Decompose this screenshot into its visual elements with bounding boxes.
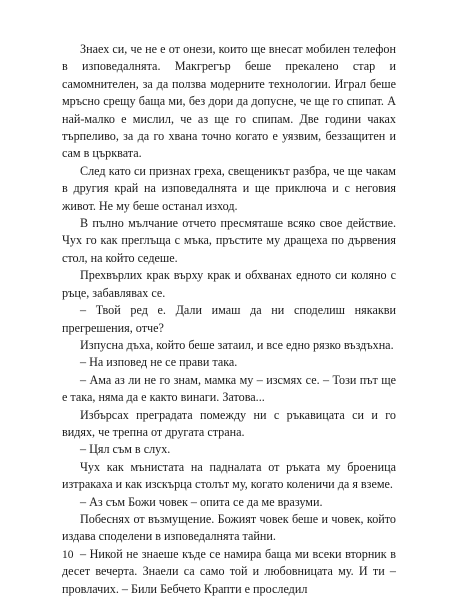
dialogue-line: – Твой ред е. Дали имаш да ни споделиш някакви прегрешения, отче?	[62, 303, 396, 335]
paragraph: След като си признах греха, свещеникът разбра, че ще чакам в другия край на изповедалнята и ще приключа и с неговия живот. Не му беше останал изход.	[62, 163, 396, 213]
paragraph: Изпусна дъха, който беше затаил, и все едно рязко въздъхна.	[80, 337, 394, 352]
paragraph: Знаех си, че не е от онези, които ще внесат мобилен телефон в изповедалнята. Макгрегър беше прекалено стар и самомнителен, за да ползва модерните технологии. Играл беше мръсно срещу баща ми, без дори да допусне, че ще го спипат. А най-малко е мислил, че аз ще го спипам. Две години чаках търпеливо, за да го хвана точно когато е уязвим, беззащитен и сам в църквата.	[62, 42, 396, 161]
page-number: 10	[62, 549, 74, 561]
dialogue-line: – Никой не знаеше къде се намира баща ми всеки вторник в десет вечерта. Знаели са само той и любовницата му. И ти – провлачих. – Били Бебчето Крапти е проследил	[62, 546, 396, 596]
paragraph: Прехвърлих крак върху крак и обхванах едното си коляно с ръце, забавлявах се.	[62, 268, 396, 300]
paragraph: В пълно мълчание отчето пресмяташе всяко свое действие. Чух го как преглъща с мъка, пръстите му дращеха по дървения стол, на който седеше.	[62, 216, 396, 265]
paragraph: Избърсах преградата помежду ни с ръкавицата си и го видях, че трепна от другата страна.	[62, 407, 396, 439]
dialogue-line: – Аз съм Божи човек – опита се да ме вразуми.	[80, 494, 323, 509]
paragraph: Чух как мънистата на падналата от ръката му броеница изтракаха и как изскърца столът му, когато коленичи да я вземе.	[62, 459, 396, 492]
body-text	[62, 41, 396, 598]
paragraph: Побеснях от възмущение. Божият човек беше и човек, който издава споделени в изповедалнята тайни.	[62, 511, 396, 544]
dialogue-line: – Ама аз ли не го знам, мамка му – изсмях се. – Този път ще е така, няма да е както винаги. Затова...	[62, 372, 396, 405]
dialogue-line: – На изповед не се прави така.	[80, 355, 238, 370]
dialogue-line: – Цял съм в слух.	[80, 442, 171, 457]
